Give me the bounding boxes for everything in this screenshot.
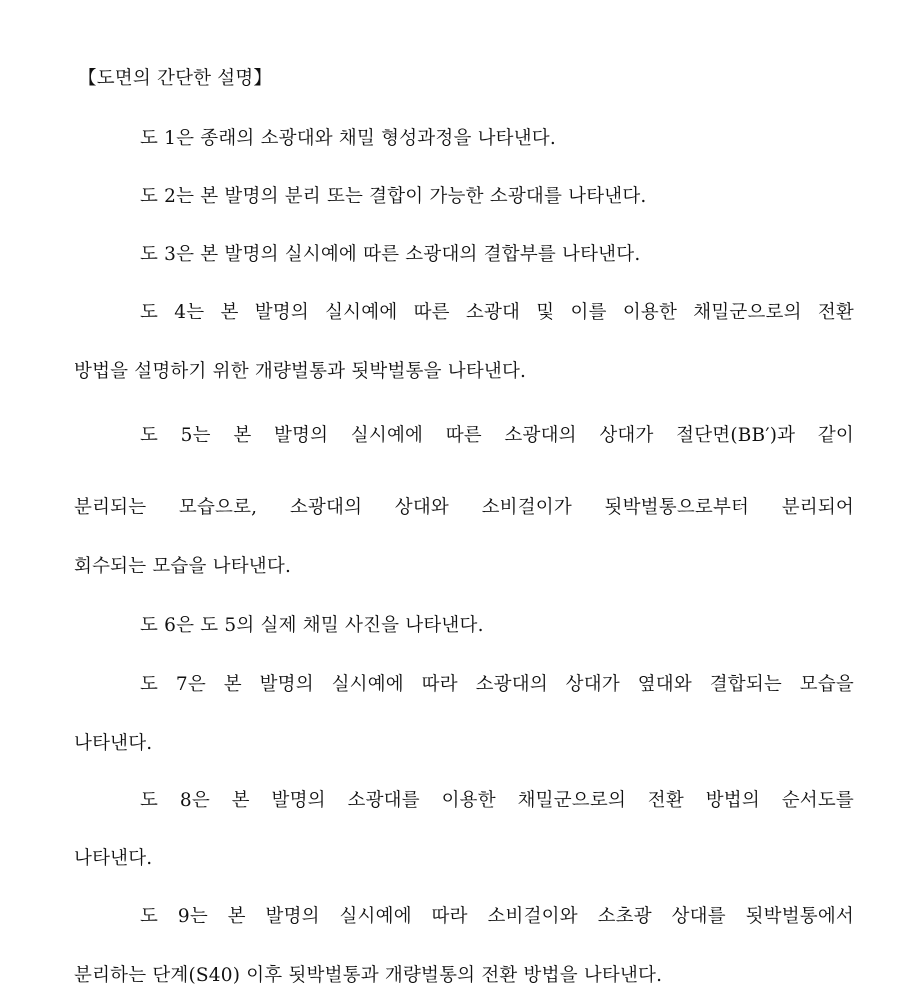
figure-9-description-line-2: 분리하는 단계(S40) 이후 됫박벌통과 개량벌통의 전환 방법을 나타낸다. xyxy=(74,965,663,986)
figure-2-description: 도 2는 본 발명의 분리 또는 결합이 가능한 소광대를 나타낸다. xyxy=(140,186,647,207)
figure-6-description: 도 6은 도 5의 실제 채밀 사진을 나타낸다. xyxy=(140,615,484,636)
figure-8-description-line-2: 나타낸다. xyxy=(74,848,153,869)
figure-7-description-line-1: 도 7은 본 발명의 실시예에 따라 소광대의 상대가 옆대와 결합되는 모습을 xyxy=(140,674,854,695)
figure-8-description-line-1: 도 8은 본 발명의 소광대를 이용한 채밀군으로의 전환 방법의 순서도를 xyxy=(140,790,854,811)
figure-3-description: 도 3은 본 발명의 실시예에 따른 소광대의 결합부를 나타낸다. xyxy=(140,244,641,265)
figure-9-description-line-1: 도 9는 본 발명의 실시예에 따라 소비걸이와 소초광 상대를 됫박벌통에서 xyxy=(140,906,854,927)
figure-4-description-line-2: 방법을 설명하기 위한 개량벌통과 됫박벌통을 나타낸다. xyxy=(74,361,527,382)
figure-4-description-line-1: 도 4는 본 발명의 실시예에 따른 소광대 및 이를 이용한 채밀군으로의 전환 xyxy=(140,302,854,323)
figure-5-description-line-1: 도 5는 본 발명의 실시예에 따른 소광대의 상대가 절단면(BB′)과 같이 xyxy=(140,425,854,446)
figure-5-description-line-3: 회수되는 모습을 나타낸다. xyxy=(74,556,292,577)
section-heading: 【도면의 간단한 설명】 xyxy=(78,68,273,89)
figure-5-description-line-2: 분리되는 모습으로, 소광대의 상대와 소비걸이가 됫박벌통으로부터 분리되어 xyxy=(74,497,854,518)
figure-1-description: 도 1은 종래의 소광대와 채밀 형성과정을 나타낸다. xyxy=(140,128,556,149)
figure-7-description-line-2: 나타낸다. xyxy=(74,733,153,754)
